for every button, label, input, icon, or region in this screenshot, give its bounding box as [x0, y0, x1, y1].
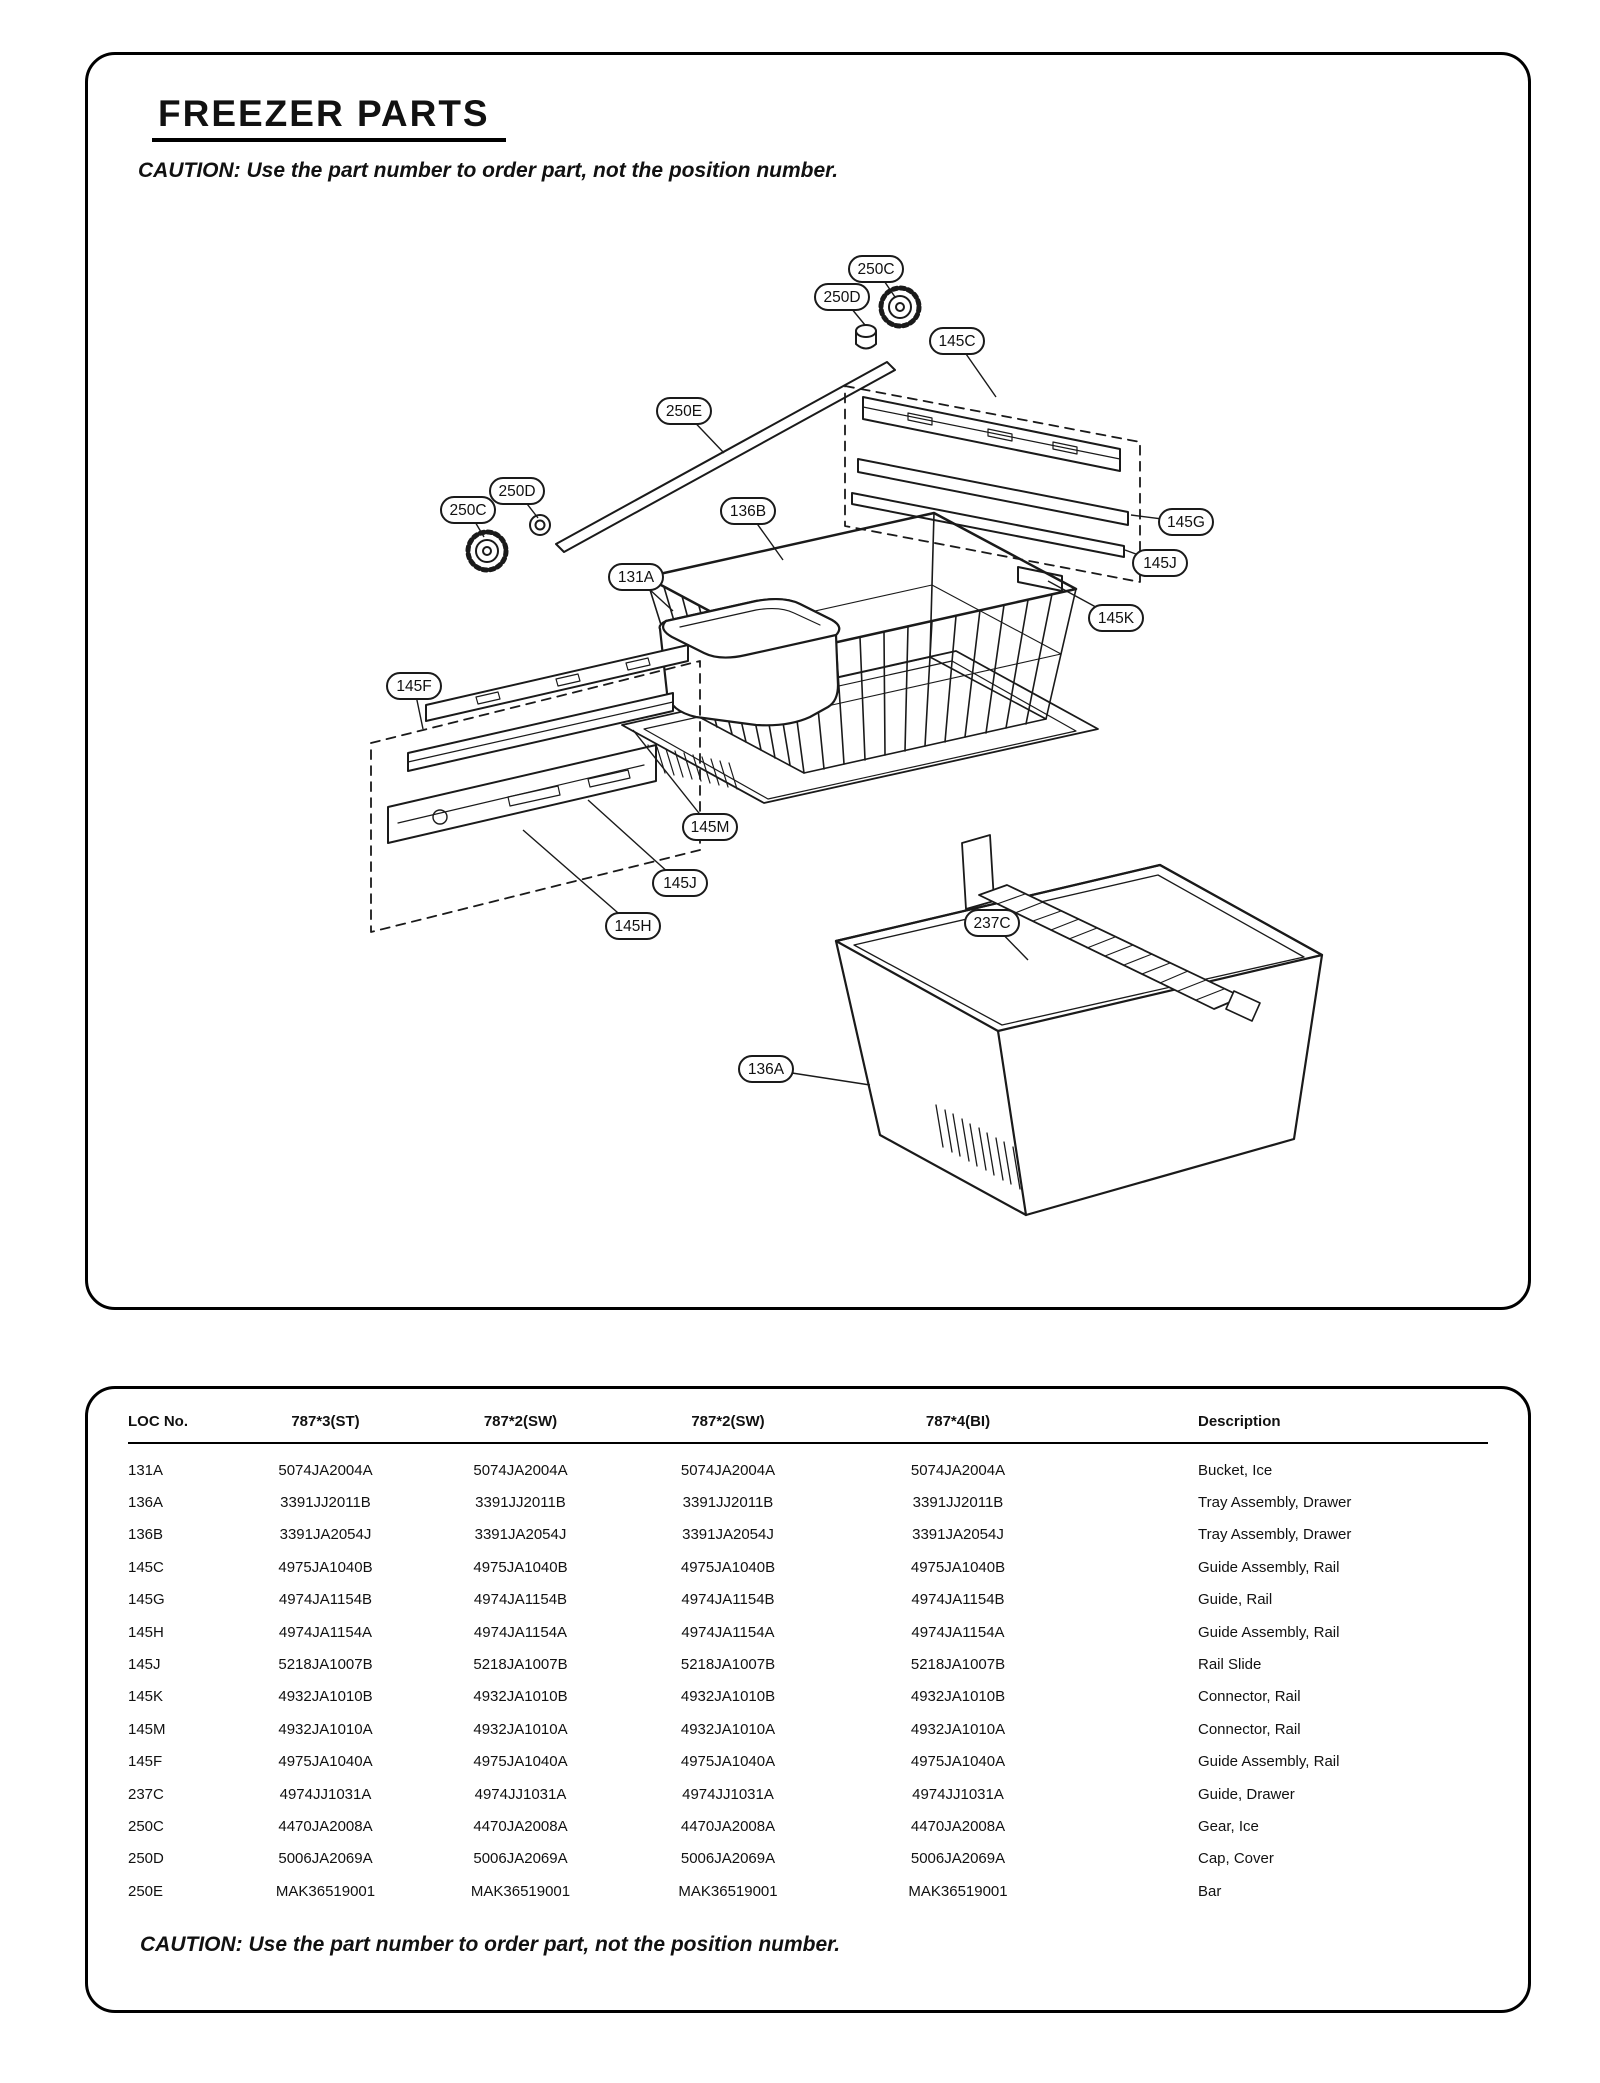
part-number-cell: 5218JA1007B [473, 1656, 568, 1674]
svg-text:145C: 145C [938, 333, 976, 350]
cover-cap-left-drawing [530, 515, 550, 535]
part-number-cell: 4975JA1040B [278, 1558, 373, 1576]
svg-text:131A: 131A [617, 569, 655, 586]
parts-table [128, 1413, 1488, 1907]
part-number-cell: 3391JJ2011B [475, 1494, 566, 1512]
description-cell: Guide Assembly, Rail [1198, 1753, 1340, 1771]
part-number-cell: 5218JA1007B [680, 1656, 776, 1674]
loc-cell: 145K [128, 1688, 164, 1706]
description-cell: Bar [1198, 1882, 1222, 1900]
table-row [128, 1443, 1488, 1486]
svg-text:145J: 145J [663, 875, 697, 892]
part-number-cell: 3391JA2054J [682, 1526, 774, 1544]
loc-cell: 145F [128, 1753, 163, 1771]
description-cell: Connector, Rail [1198, 1720, 1301, 1738]
svg-text:250D: 250D [498, 483, 536, 500]
part-number-cell: 4974JA1154B [278, 1591, 373, 1609]
part-number-cell: 4932JA1010A [473, 1720, 568, 1738]
table-row [128, 1713, 1488, 1745]
column-header: Description [1198, 1413, 1281, 1430]
column-header: LOC No. [128, 1413, 188, 1430]
column-header: 787*2(SW) [483, 1413, 558, 1430]
part-number-cell: 5006JA2069A [680, 1850, 776, 1868]
svg-text:136B: 136B [729, 503, 767, 520]
page-title: FREEZER PARTS [152, 93, 506, 142]
diagram-panel [85, 52, 1531, 1310]
loc-cell: 136B [128, 1526, 164, 1544]
part-number-cell: 4974JA1154A [911, 1623, 1005, 1641]
part-number-cell: 5218JA1007B [910, 1656, 1006, 1674]
table-row [128, 1746, 1488, 1778]
part-number-cell: 4974JA1154A [681, 1623, 775, 1641]
rail-assembly-right-drawing [845, 386, 1140, 591]
svg-text:145F: 145F [396, 678, 432, 695]
part-number-cell: 5074JA2004A [473, 1461, 568, 1479]
column-header: 787*4(BI) [925, 1413, 991, 1430]
description-cell: Guide Assembly, Rail [1198, 1558, 1340, 1576]
svg-text:145G: 145G [1167, 514, 1205, 531]
loc-cell: 237C [128, 1785, 164, 1803]
part-number-cell: 4932JA1010A [278, 1720, 373, 1738]
ice-gear-top-drawing [881, 288, 919, 326]
caution-note-top: CAUTION: Use the part number to order part, not the position number. [138, 159, 839, 182]
description-cell: Guide, Rail [1198, 1591, 1273, 1609]
description-cell: Cap, Cover [1198, 1850, 1274, 1868]
exploded-diagram [88, 55, 1527, 1306]
part-number-cell: 4974JA1154A [278, 1623, 373, 1641]
part-number-cell: 4974JJ1031A [279, 1785, 372, 1803]
part-number-cell: 4470JA2008A [278, 1817, 373, 1835]
table-row [128, 1843, 1488, 1875]
svg-text:145H: 145H [614, 918, 652, 935]
column-header: 787*3(ST) [291, 1413, 360, 1430]
part-number-cell: 4932JA1010A [910, 1720, 1006, 1738]
part-number-cell: 3391JJ2011B [682, 1494, 774, 1512]
callout-145C [930, 328, 996, 397]
table-row [128, 1584, 1488, 1616]
svg-text:136A: 136A [747, 1061, 785, 1078]
part-number-cell: 4974JA1154B [473, 1591, 568, 1609]
callout-136A [739, 1056, 870, 1085]
part-number-cell: MAK36519001 [908, 1882, 1008, 1900]
description-cell: Gear, Ice [1198, 1817, 1259, 1835]
callout-145F [387, 673, 441, 729]
part-number-cell: 4974JA1154B [681, 1591, 775, 1609]
part-number-cell: 4974JJ1031A [474, 1785, 567, 1803]
loc-cell: 145G [128, 1591, 165, 1609]
svg-text:250C: 250C [449, 502, 487, 519]
table-row [128, 1648, 1488, 1680]
description-cell: Guide, Drawer [1198, 1785, 1295, 1803]
table-row [128, 1681, 1488, 1713]
description-cell: Guide Assembly, Rail [1198, 1623, 1340, 1641]
callout-145K [1048, 581, 1143, 631]
part-number-cell: MAK36519001 [678, 1882, 778, 1900]
svg-text:237C: 237C [973, 915, 1011, 932]
description-cell: Bucket, Ice [1198, 1461, 1273, 1479]
part-number-cell: 4470JA2008A [910, 1817, 1006, 1835]
part-number-cell: 5218JA1007B [278, 1656, 373, 1674]
part-number-cell: 4932JA1010B [473, 1688, 568, 1706]
part-number-cell: 4974JA1154B [911, 1591, 1005, 1609]
caution-note-bottom: CAUTION: Use the part number to order part, not the position number. [140, 1933, 841, 1957]
part-number-cell: 3391JJ2011B [912, 1494, 1004, 1512]
part-number-cell: 5006JA2069A [278, 1850, 373, 1868]
part-number-cell: 4932JA1010B [910, 1688, 1006, 1706]
parts-table-panel [85, 1386, 1531, 2013]
callout-145G [1131, 509, 1213, 535]
loc-cell: 250D [128, 1850, 164, 1868]
description-cell: Connector, Rail [1198, 1688, 1301, 1706]
frame-slats-drawing [648, 745, 737, 789]
part-number-cell: 5074JA2004A [910, 1461, 1006, 1479]
svg-text:250C: 250C [857, 261, 895, 278]
column-header: 787*2(SW) [691, 1413, 765, 1430]
parts-table-head-row [128, 1413, 1488, 1443]
part-number-cell: 3391JA2054J [279, 1526, 372, 1544]
loc-cell: 145M [128, 1720, 166, 1738]
callout-250D [490, 478, 544, 518]
svg-text:250E: 250E [665, 403, 703, 420]
part-number-cell: 4975JA1040B [473, 1558, 568, 1576]
part-number-cell: 4932JA1010B [278, 1688, 373, 1706]
callout-250D [815, 284, 869, 325]
part-number-cell: 4975JA1040A [473, 1753, 568, 1771]
part-number-cell: 5006JA2069A [910, 1850, 1006, 1868]
part-number-cell: 4470JA2008A [680, 1817, 776, 1835]
loc-cell: 145J [128, 1656, 161, 1674]
table-row [128, 1875, 1488, 1907]
table-row [128, 1519, 1488, 1551]
svg-text:250D: 250D [823, 289, 861, 306]
parts-table-body [128, 1443, 1488, 1907]
drawer-tray-drawing [836, 835, 1322, 1215]
part-number-cell: 4975JA1040A [278, 1753, 373, 1771]
description-cell: Rail Slide [1198, 1656, 1262, 1674]
part-number-cell: 5074JA2004A [278, 1461, 373, 1479]
loc-cell: 136A [128, 1494, 164, 1512]
part-number-cell: 4975JA1040B [910, 1558, 1006, 1576]
callout-136B [721, 498, 783, 560]
part-number-cell: 4975JA1040B [680, 1558, 776, 1576]
svg-text:145J: 145J [1143, 555, 1177, 572]
part-number-cell: 4974JA1154A [473, 1623, 568, 1641]
part-number-cell: MAK36519001 [470, 1882, 571, 1900]
table-row [128, 1616, 1488, 1648]
table-row [128, 1486, 1488, 1518]
part-number-cell: 4974JJ1031A [682, 1785, 774, 1803]
part-number-cell: 4975JA1040A [680, 1753, 776, 1771]
table-row [128, 1810, 1488, 1842]
callout-145J [1125, 550, 1187, 576]
part-number-cell: 3391JJ2011B [280, 1494, 371, 1512]
part-number-cell: MAK36519001 [275, 1882, 376, 1900]
part-number-cell: 4932JA1010B [680, 1688, 776, 1706]
part-number-cell: 3391JA2054J [474, 1526, 567, 1544]
ice-gear-left-drawing [468, 532, 506, 570]
cover-cap-top-drawing [856, 325, 876, 349]
loc-cell: 145C [128, 1558, 164, 1576]
description-cell: Tray Assembly, Drawer [1198, 1526, 1352, 1544]
part-number-cell: 4470JA2008A [473, 1817, 568, 1835]
loc-cell: 250C [128, 1817, 164, 1835]
part-number-cell: 4932JA1010A [680, 1720, 776, 1738]
callout-250E [657, 398, 724, 453]
description-cell: Tray Assembly, Drawer [1198, 1494, 1352, 1512]
svg-text:145K: 145K [1097, 610, 1135, 627]
loc-cell: 145H [128, 1623, 164, 1641]
part-number-cell: 5074JA2004A [680, 1461, 776, 1479]
svg-text:145M: 145M [690, 819, 730, 836]
table-row [128, 1551, 1488, 1583]
part-number-cell: 5006JA2069A [473, 1850, 568, 1868]
part-number-cell: 4975JA1040A [910, 1753, 1006, 1771]
part-number-cell: 3391JA2054J [912, 1526, 1004, 1544]
table-row [128, 1778, 1488, 1810]
loc-cell: 250E [128, 1882, 164, 1900]
part-number-cell: 4974JJ1031A [912, 1785, 1004, 1803]
loc-cell: 131A [128, 1461, 164, 1479]
callout-145J [588, 800, 707, 896]
